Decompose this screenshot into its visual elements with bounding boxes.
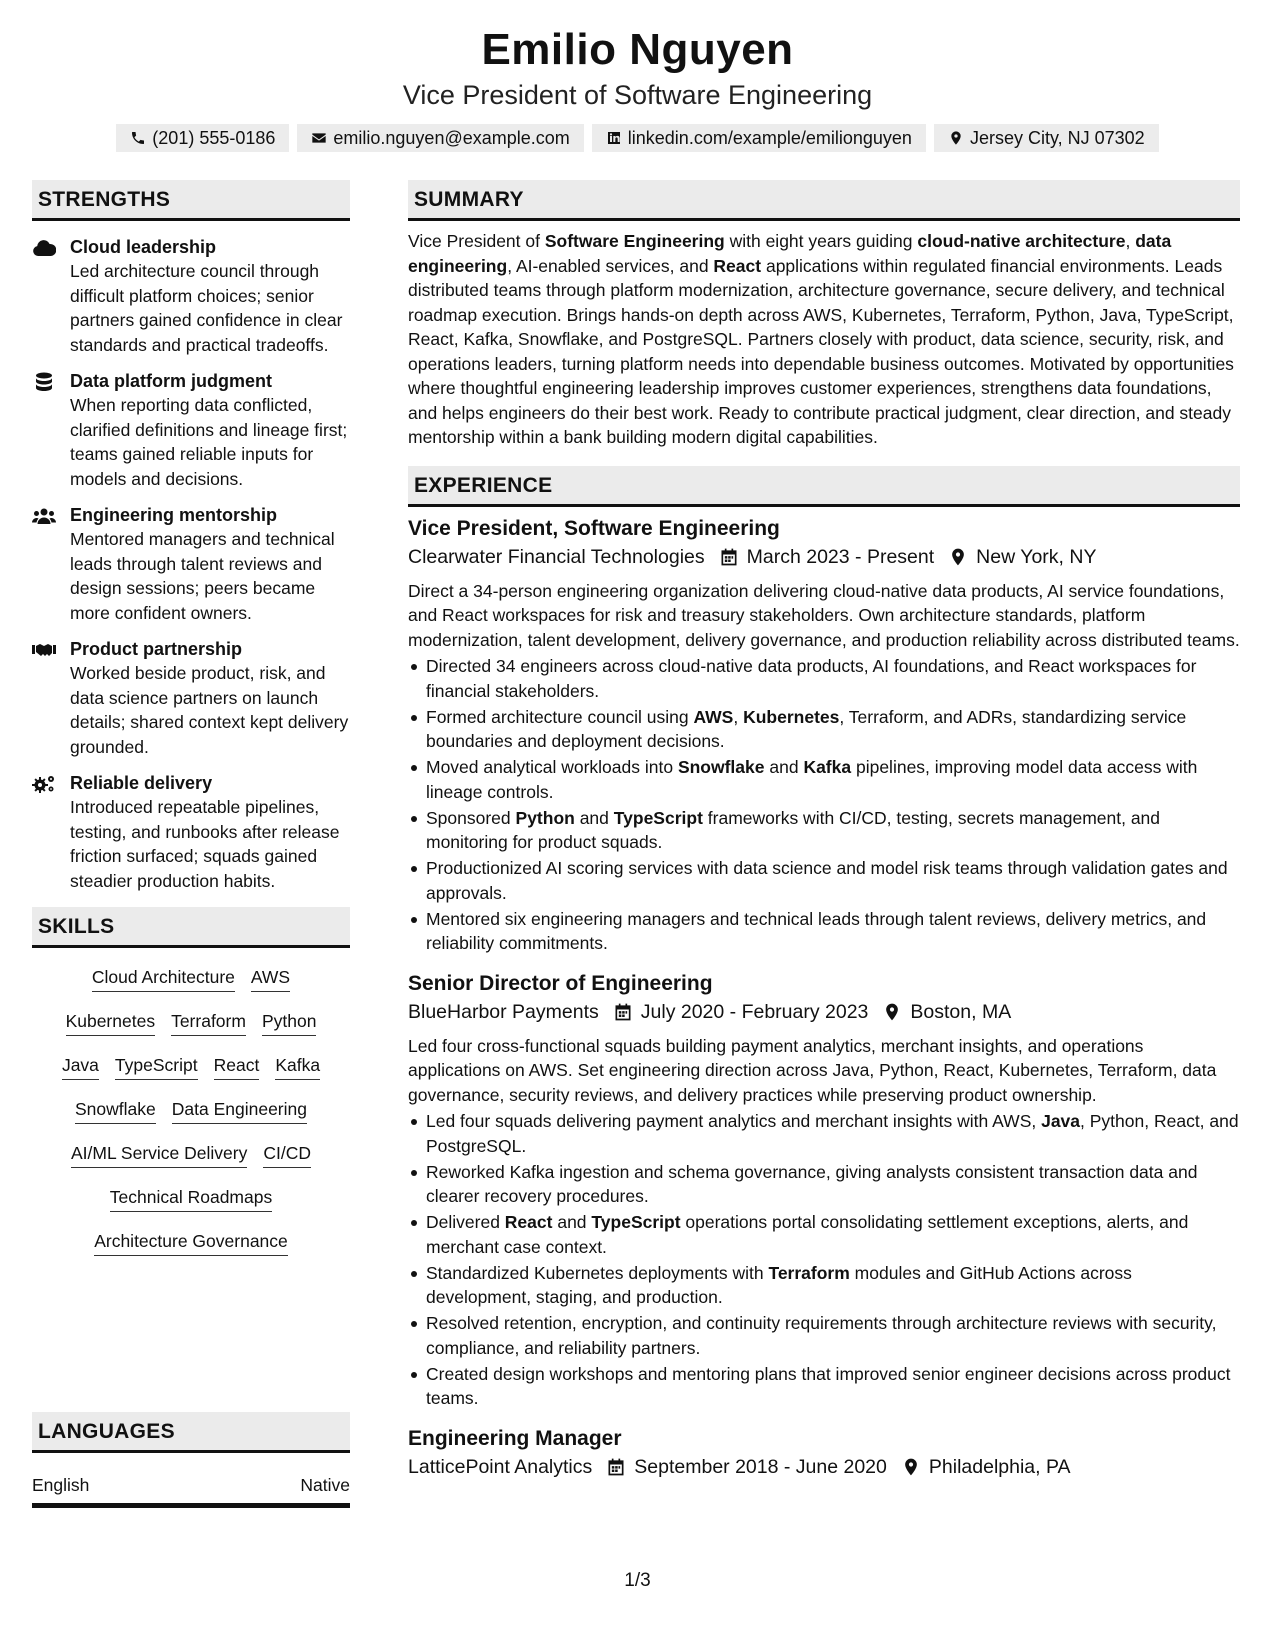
job-location: New York, NY <box>976 545 1097 568</box>
strength-title: Product partnership <box>70 639 243 659</box>
job-bullet: Created design workshops and mentoring plans that improved senior engineer decisions across product teams. <box>408 1362 1240 1411</box>
skill-tag: Java <box>62 1052 99 1080</box>
job-bullet: Formed architecture council using AWS, Kubernetes, Terraform, and ADRs, standardizing service boundaries and deployment decisions. <box>408 705 1240 754</box>
job-bullet: Resolved retention, encryption, and continuity requirements through architecture reviews with security, compliance, and reliability partners. <box>408 1311 1240 1360</box>
job-bullet: Mentored six engineering managers and technical leads through talent reviews, delivery metrics, and reliability commitments. <box>408 907 1240 956</box>
location-pin-icon <box>868 1002 910 1022</box>
experience-heading: EXPERIENCE <box>408 466 1240 507</box>
skills-heading: SKILLS <box>32 907 350 948</box>
skills-list <box>32 948 350 1256</box>
job-entry <box>408 515 1240 956</box>
skill-tag: Technical Roadmaps <box>110 1184 272 1212</box>
candidate-name: Emilio Nguyen <box>481 25 794 74</box>
cloud-icon <box>32 235 70 357</box>
candidate-title: Vice President of Software Engineering <box>402 80 873 110</box>
languages-list <box>32 1473 350 1508</box>
linkedin-icon <box>606 130 622 146</box>
job-location: Boston, MA <box>910 1000 1012 1023</box>
skill-tag: CI/CD <box>263 1140 311 1168</box>
location-pin-icon <box>887 1457 929 1477</box>
skills-section <box>32 907 350 1256</box>
job-title: Engineering Manager <box>408 1426 622 1450</box>
contact-item[interactable] <box>592 124 926 152</box>
contact-text: (201) 555-0186 <box>152 128 276 148</box>
calendar-icon <box>592 1457 634 1477</box>
job-description: Direct a 34-person engineering organization delivering cloud-native data products, AI service foundations, and React workspaces for risk and treasury stakeholders. Own architecture standards, platform modernization, talent development, delivery governance, and production reliability across distributed teams. <box>408 580 1240 650</box>
job-company: Clearwater Financial Technologies <box>408 545 705 568</box>
contact-text: Jersey City, NJ 07302 <box>969 128 1145 148</box>
contact-text: linkedin.com/example/emilionguyen <box>627 128 912 148</box>
job-bullet: Reworked Kafka ingestion and schema governance, giving analysts consistent transaction data and clearer recovery procedures. <box>408 1160 1240 1209</box>
job-bullets <box>408 654 1240 956</box>
job-meta <box>408 543 1240 571</box>
job-description: Led four cross-functional squads building payment analytics, merchant insights, and operations applications on AWS. Set engineering direction across Java, Python, React, Kubernetes, Terraform, data governance, security reviews, and delivery practices while preserving product ownership. <box>408 1035 1217 1105</box>
job-bullet: Delivered React and TypeScript operations portal consolidating settlement exceptions, alerts, and merchant case context. <box>408 1210 1240 1259</box>
skill-tag: TypeScript <box>115 1052 198 1080</box>
job-bullets <box>408 1109 1240 1411</box>
strength-description: Introduced repeatable pipelines, testing, and runbooks after release friction surfaced; squads gained steadier production habits. <box>70 797 340 891</box>
summary-heading: SUMMARY <box>408 180 1240 221</box>
job-bullet: Productionized AI scoring services with data science and model risk teams through validation gates and approvals. <box>408 856 1240 905</box>
strength-item <box>32 235 350 357</box>
languages-section <box>32 1412 350 1508</box>
skill-tag: Kafka <box>275 1052 320 1080</box>
skill-tag: AI/ML Service Delivery <box>71 1140 247 1168</box>
language-name: English <box>32 1475 90 1495</box>
job-bullet: Sponsored Python and TypeScript frameworks with CI/CD, testing, secrets management, and monitoring for product squads. <box>408 806 1240 855</box>
skill-tag: Kubernetes <box>66 1008 156 1036</box>
calendar-icon <box>705 547 747 567</box>
calendar-icon <box>599 1002 641 1022</box>
job-meta <box>408 1453 1240 1481</box>
skill-tag: React <box>214 1052 260 1080</box>
contact-bar <box>0 124 1275 152</box>
left-column <box>32 180 350 1495</box>
job-dates: September 2018 - June 2020 <box>634 1455 887 1478</box>
strength-description: When reporting data conflicted, clarified definitions and lineage first; teams gained reliable inputs for models and decisions. <box>70 395 348 489</box>
right-column <box>408 180 1240 1489</box>
job-entry <box>408 970 1240 1411</box>
skill-tag: AWS <box>251 964 290 992</box>
job-bullet: Led four squads delivering payment analytics and merchant insights with AWS, Java, Python, React, and PostgreSQL. <box>408 1109 1240 1158</box>
handshake-icon <box>32 637 70 759</box>
job-dates: March 2023 - Present <box>746 545 935 568</box>
languages-heading: LANGUAGES <box>32 1412 350 1453</box>
job-title: Vice President, Software Engineering <box>408 516 780 540</box>
gears-icon <box>32 771 70 893</box>
location-pin-icon <box>934 547 976 567</box>
strength-title: Data platform judgment <box>70 371 273 391</box>
job-company: LatticePoint Analytics <box>408 1455 593 1478</box>
skill-tag: Terraform <box>171 1008 246 1036</box>
strength-item <box>32 503 350 625</box>
skill-tag: Snowflake <box>75 1096 156 1124</box>
strength-item <box>32 771 350 893</box>
location-pin-icon <box>948 130 964 146</box>
contact-text: emilio.nguyen@example.com <box>333 128 570 148</box>
summary-text: Vice President of Software Engineering with eight years guiding cloud-native architecture, data engineering, AI-enabled services, and React applications within regulated financial environments. Leads distributed teams through platform modernization, architecture governance, secure delivery, and technical roadmap execution. Brings hands-on depth across AWS, Kubernetes, Terraform, Python, Java, TypeScript, React, Kafka, Snowflake, and PostgreSQL. Partners closely with product, data science, security, risk, and operations leaders, turning platform needs into dependable business outcomes. Motivated by opportunities where thoughtful engineering leadership improves customer experiences, strengthens data foundations, and helps engineers do their best work. Ready to contribute practical judgment, clear direction, and steady mentorship within a bank building modern digital capabilities. <box>408 231 1234 447</box>
language-row <box>32 1473 350 1508</box>
strengths-list <box>32 235 350 893</box>
strength-description: Worked beside product, risk, and data science partners on launch details; shared context kept delivery grounded. <box>70 663 349 757</box>
strength-item <box>32 637 350 759</box>
job-title: Senior Director of Engineering <box>408 971 713 995</box>
contact-item[interactable] <box>297 124 583 152</box>
database-icon <box>32 369 70 491</box>
skill-tag: Architecture Governance <box>94 1228 288 1256</box>
job-bullet: Standardized Kubernetes deployments with Terraform modules and GitHub Actions across development, staging, and production. <box>408 1261 1240 1310</box>
skill-tag: Data Engineering <box>172 1096 307 1124</box>
users-icon <box>32 503 70 625</box>
job-dates: July 2020 - February 2023 <box>640 1000 869 1023</box>
strength-item <box>32 369 350 491</box>
language-level: Native <box>300 1475 350 1495</box>
job-entry <box>408 1425 1240 1481</box>
skill-tag: Python <box>262 1008 316 1036</box>
page-number: 1/3 <box>624 1570 651 1591</box>
phone-icon <box>130 130 146 146</box>
contact-item[interactable] <box>116 124 289 152</box>
experience-list <box>408 515 1240 1481</box>
strength-description: Led architecture council through difficult platform choices; senior partners gained confidence in clear standards and practical tradeoffs. <box>70 261 343 355</box>
job-bullet: Directed 34 engineers across cloud-native data products, AI foundations, and React workspaces for financial stakeholders. <box>408 654 1240 703</box>
contact-item[interactable] <box>934 124 1159 152</box>
strength-title: Cloud leadership <box>70 237 217 257</box>
skill-tag: Cloud Architecture <box>92 964 235 992</box>
job-company: BlueHarbor Payments <box>408 1000 599 1023</box>
job-bullet: Moved analytical workloads into Snowflake and Kafka pipelines, improving model data access with lineage controls. <box>408 755 1240 804</box>
strength-title: Engineering mentorship <box>70 505 278 525</box>
resume-header <box>0 22 1275 152</box>
strength-description: Mentored managers and technical leads through talent reviews and design sessions; peers became more confident owners. <box>70 529 335 623</box>
strength-title: Reliable delivery <box>70 773 213 793</box>
job-location: Philadelphia, PA <box>928 1455 1071 1478</box>
job-meta <box>408 998 1240 1026</box>
envelope-icon <box>311 130 327 146</box>
strengths-heading: STRENGTHS <box>32 180 350 221</box>
